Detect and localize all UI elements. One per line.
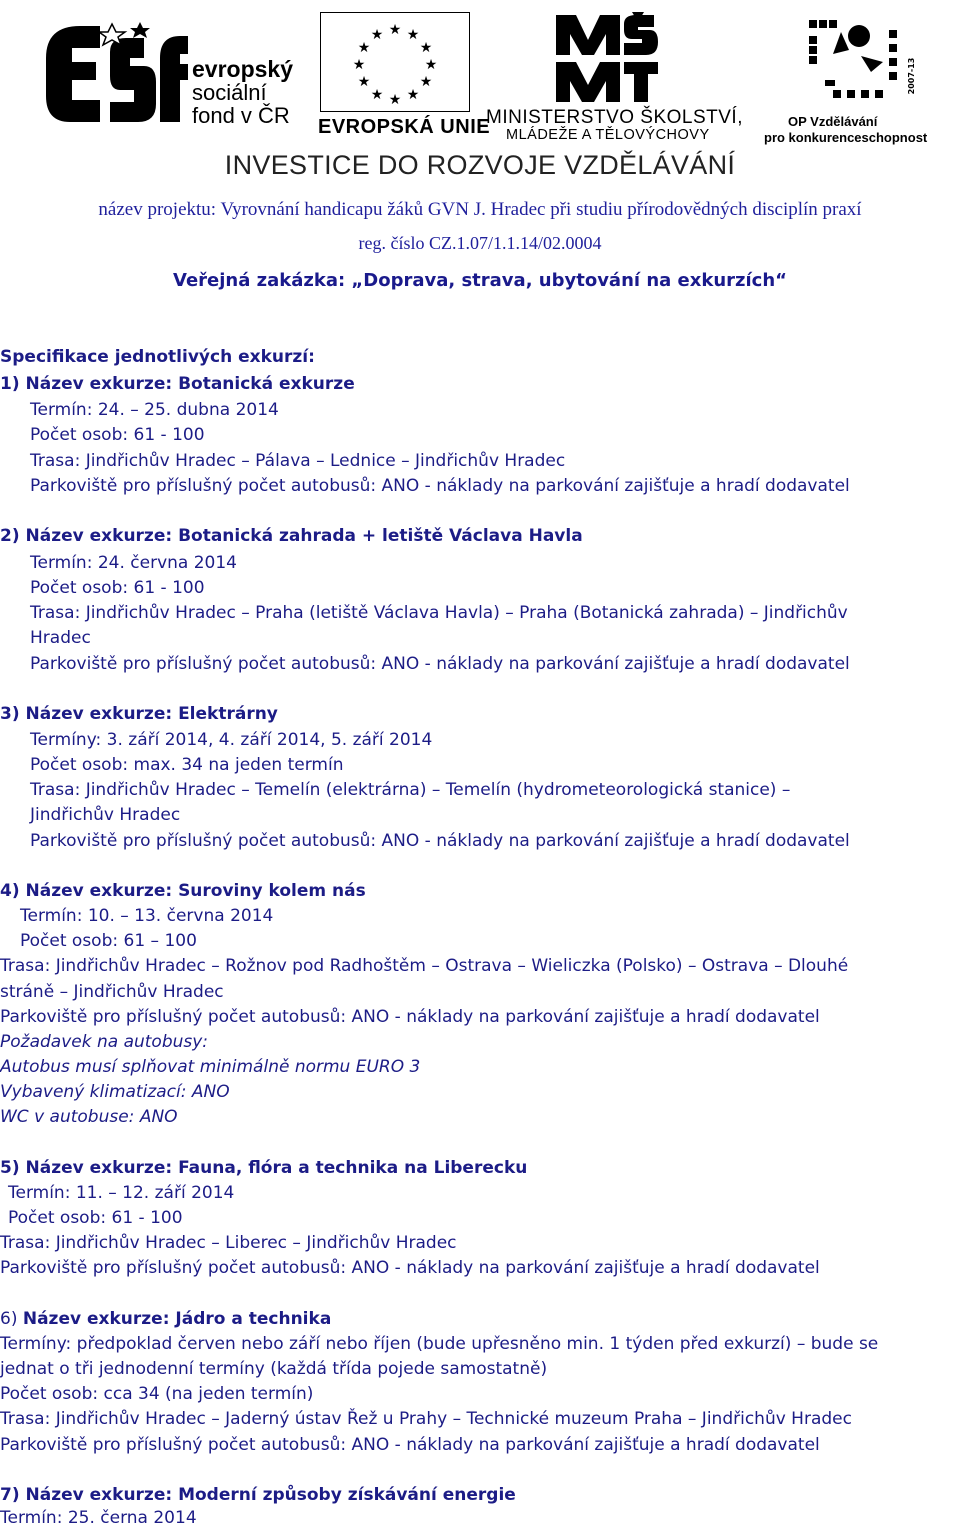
op-mark-icon	[805, 10, 905, 105]
ex2-route-line-2: Hradec	[30, 628, 91, 648]
logo-header	[0, 0, 960, 150]
ex2-route-line-1: Trasa: Jindřichův Hradec – Praha (letiště Václava Havla) – Praha (Botanická zahrada) – Jindřichův	[30, 603, 848, 623]
ex6-title: Název exkurze: Jádro a technika	[22, 1309, 332, 1329]
ex4-term: Termín: 10. – 13. června 2014	[20, 906, 274, 926]
ex6-term-line-1: Termíny: předpoklad červen nebo září nebo říjen (bude upřesněno min. 1 týden před exkurzí) – bude se	[0, 1334, 879, 1354]
ex7-term: Termín: 25. černa 2014	[0, 1508, 197, 1528]
ex6-term-line-2: jednat o tři jednodenní termíny (každá třída pojede samostatně)	[0, 1359, 548, 1379]
op-line-1: OP Vzdělávání	[788, 114, 878, 129]
ex4-parking: Parkoviště pro příslušný počet autobusů: ANO - náklady na parkování zajišťuje a hradí dodavatel	[0, 1007, 820, 1027]
op-badge-icon	[903, 46, 919, 106]
svg-text:★: ★	[406, 27, 420, 43]
ex3-people: Počet osob: max. 34 na jeden termín	[30, 755, 344, 775]
ex5-people: Počet osob: 61 - 100	[8, 1208, 183, 1228]
svg-text:★: ★	[357, 74, 371, 90]
eu-logo	[318, 12, 491, 142]
ex4-route-line-2: stráně – Jindřichův Hradec	[0, 982, 224, 1002]
esf-logo	[40, 18, 310, 148]
svg-text:★: ★	[406, 87, 420, 103]
ex3-parking: Parkoviště pro příslušný počet autobusů: ANO - náklady na parkování zajišťuje a hradí dodavatel	[30, 831, 850, 851]
ex1-term: Termín: 24. – 25. dubna 2014	[30, 400, 279, 420]
svg-text:★: ★	[370, 87, 384, 103]
ex4-requirement-aircon: Vybavený klimatizací: ANO	[0, 1082, 230, 1102]
ex2-people: Počet osob: 61 - 100	[30, 578, 205, 598]
svg-text:★: ★	[370, 27, 384, 43]
ex1-route: Trasa: Jindřichův Hradec – Pálava – Lednice – Jindřichův Hradec	[30, 451, 566, 471]
ex4-requirement-wc: WC v autobuse: ANO	[0, 1107, 178, 1127]
esf-word-3: fond v ČR	[192, 103, 290, 128]
ex6-heading	[0, 1308, 331, 1330]
ex4-title: 4) Název exkurze: Suroviny kolem nás	[0, 881, 366, 901]
ex5-parking: Parkoviště pro příslušný počet autobusů: ANO - náklady na parkování zajišťuje a hradí dodavatel	[0, 1258, 820, 1278]
svg-text:★: ★	[352, 57, 366, 73]
msmt-logo	[486, 10, 756, 143]
ex7-title: 7) Název exkurze: Moderní způsoby získávání energie	[0, 1485, 516, 1505]
spec-heading: Specifikace jednotlivých exkurzí:	[0, 347, 315, 367]
ex2-term: Termín: 24. června 2014	[30, 553, 237, 573]
ex5-route: Trasa: Jindřichův Hradec – Liberec – Jindřichův Hradec	[0, 1233, 457, 1253]
ex1-title: 1) Název exkurze: Botanická exkurze	[0, 374, 355, 394]
ex6-number: 6)	[0, 1309, 18, 1329]
eu-flag-icon	[320, 12, 470, 112]
ex3-route-line-1: Trasa: Jindřichův Hradec – Temelín (elektrárna) – Temelín (hydrometeorologická stanice) –	[30, 780, 791, 800]
op-vk-logo	[760, 10, 960, 145]
msmt-line-2: MLÁDEŽE A TĚLOVÝCHOVY	[506, 127, 710, 143]
ex4-route-line-1: Trasa: Jindřichův Hradec – Rožnov pod Radhoštěm – Ostrava – Wieliczka (Polsko) – Ostrava – Dlouhé	[0, 956, 849, 976]
ex1-people: Počet osob: 61 - 100	[30, 425, 205, 445]
ex5-title: 5) Název exkurze: Fauna, flóra a technika na Liberecku	[0, 1158, 528, 1178]
ex1-parking: Parkoviště pro příslušný počet autobusů: ANO - náklady na parkování zajišťuje a hradí dodavatel	[30, 476, 850, 496]
ex4-people: Počet osob: 61 – 100	[20, 931, 197, 951]
ex2-title: 2) Název exkurze: Botanická zahrada + letiště Václava Havla	[0, 526, 583, 546]
ex3-route-line-2: Jindřichův Hradec	[30, 805, 181, 825]
esf-word-1: evropský	[192, 56, 294, 82]
svg-text:★: ★	[419, 74, 433, 90]
ex2-parking: Parkoviště pro příslušný počet autobusů: ANO - náklady na parkování zajišťuje a hradí dodavatel	[30, 654, 850, 674]
esf-mark-icon	[40, 18, 190, 143]
ex6-parking: Parkoviště pro příslušný počet autobusů: ANO - náklady na parkování zajišťuje a hradí dodavatel	[0, 1435, 820, 1455]
ex6-people: Počet osob: cca 34 (na jeden termín)	[0, 1384, 314, 1404]
msmt-mark-icon	[546, 10, 666, 105]
ex5-term: Termín: 11. – 12. září 2014	[8, 1183, 235, 1203]
svg-text:★: ★	[388, 92, 402, 108]
svg-text:★: ★	[419, 40, 433, 56]
esf-word-2: sociální	[192, 80, 267, 105]
op-line-2: pro konkurenceschopnost	[764, 130, 928, 145]
eu-label: EVROPSKÁ UNIE	[318, 116, 491, 138]
tender-title: Veřejná zakázka: „Doprava, strava, ubytování na exkurzích“	[173, 270, 787, 291]
project-name: název projektu: Vyrovnání handicapu žáků GVN J. Hradec při studiu přírodovědných disciplín praxí	[98, 199, 862, 220]
ex6-route: Trasa: Jindřichův Hradec – Jaderný ústav Řež u Prahy – Technické muzeum Praha – Jindřichův Hradec	[0, 1409, 852, 1429]
svg-text:★: ★	[388, 22, 402, 38]
ex3-term: Termíny: 3. září 2014, 4. září 2014, 5. září 2014	[30, 730, 433, 750]
svg-text:★: ★	[357, 40, 371, 56]
investice-heading: INVESTICE DO ROZVOJE VZDĚLÁVÁNÍ	[224, 150, 736, 180]
svg-text:★: ★	[424, 57, 438, 73]
ex3-title: 3) Název exkurze: Elektrárny	[0, 704, 278, 724]
msmt-line-1: MINISTERSTVO ŠKOLSTVÍ,	[486, 107, 743, 128]
ex4-requirement-euro: Autobus musí splňovat minimálně normu EURO 3	[0, 1057, 421, 1077]
registration-number: reg. číslo CZ.1.07/1.1.14/02.0004	[358, 233, 602, 253]
op-badge-text: 2007-13	[907, 57, 916, 95]
ex4-requirements-heading: Požadavek na autobusy:	[0, 1032, 209, 1052]
